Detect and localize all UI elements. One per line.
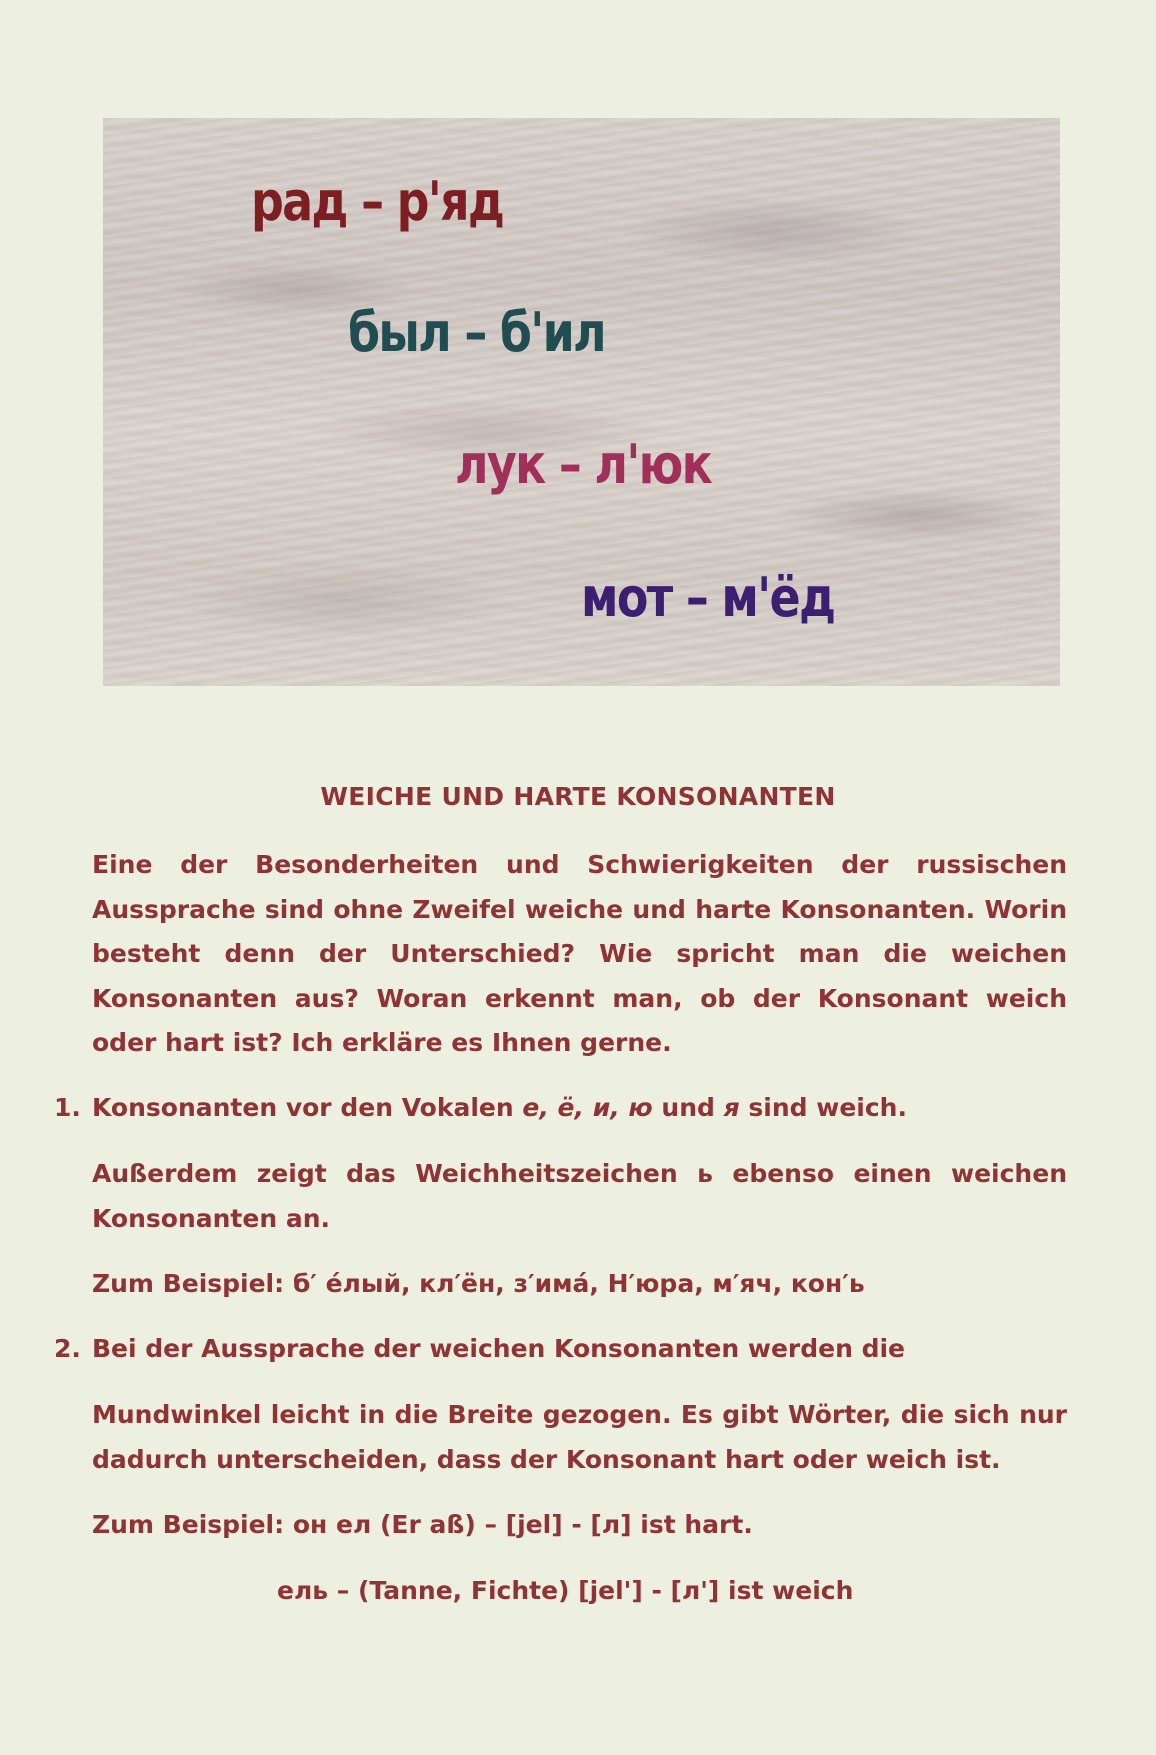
header-image-stone <box>103 118 1060 686</box>
item2-continuation-paragraph: Mundwinkel leicht in die Breite gezogen. Es gibt Wörter, die sich nur dadurch unterscheiden, dass der Konsonant hart oder weich ist. <box>92 1400 1067 1474</box>
page-title: WEICHE UND HARTE KONSONANTEN <box>320 782 836 811</box>
list-number-2: 2. <box>54 1334 81 1363</box>
item1-vowel-last: я <box>723 1093 740 1122</box>
image-word-pair-1: рад – р'яд <box>251 170 504 233</box>
soft-sign-paragraph: Außerdem zeigt das Weichheitszeichen ь ebenso einen weichen Konsonanten an. <box>92 1159 1067 1233</box>
intro-paragraph: Eine der Besonderheiten und Schwierigkeiten der russischen Aussprache sind ohne Zweifel weiche und harte Konsonanten. Worin besteht denn der Unterschied? Wie spricht man die weichen Konsonanten aus? Woran erkennt man, ob der Konsonant weich oder hart ist? Ich erkläre es Ihnen gerne. <box>92 850 1067 1057</box>
list-item-2-text: Bei der Aussprache der weichen Konsonanten werden die <box>92 1334 906 1363</box>
example-2b: ель – (Tanne, Fichte) [jel'] - [л'] ist weich <box>277 1576 854 1605</box>
example-1: Zum Beispiel: б′ е́лый, кл′ён, з′има́, Н′юра, м′яч, кон′ь <box>92 1269 865 1298</box>
image-word-pair-2: был – б'ил <box>348 301 605 364</box>
image-word-pair-3: лук – л'юк <box>455 433 712 496</box>
item1-vowels: е, ё, и, ю <box>522 1093 653 1122</box>
image-word-pair-4: мот – м'ёд <box>581 566 835 629</box>
item1-text-middle: und <box>652 1093 724 1122</box>
item1-text-before: Konsonanten vor den Vokalen <box>92 1093 523 1122</box>
list-item-1-text <box>92 1086 907 1131</box>
example-2a: Zum Beispiel: он ел (Er aß) – [jel] - [л] ist hart. <box>92 1510 753 1539</box>
item1-text-after: sind weich. <box>739 1093 907 1122</box>
list-number-1: 1. <box>54 1093 81 1122</box>
